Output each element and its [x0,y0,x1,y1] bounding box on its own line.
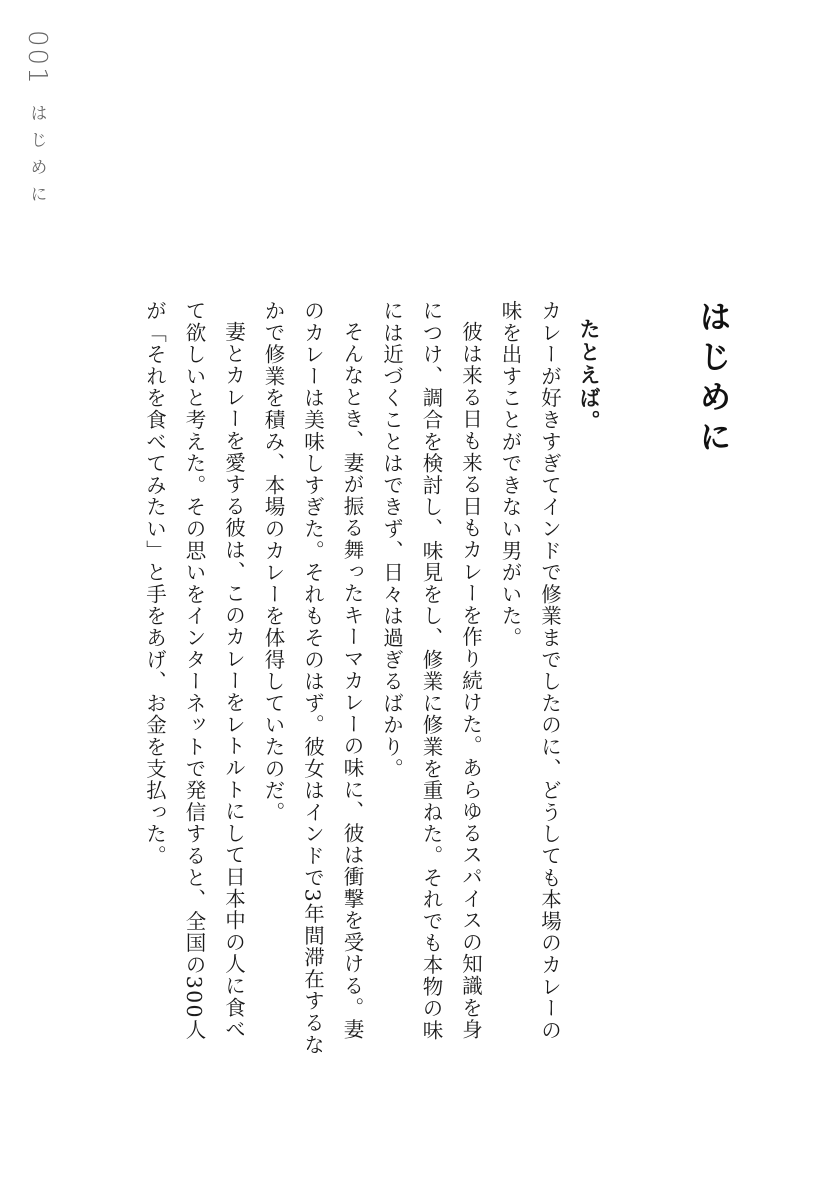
paragraph-3: そんなとき、妻が振る舞ったキーマカレーの味に、彼は衝撃を受ける。妻のカレーは美味しすぎた。それもそのはず。彼女はインドで3年間滞在するなかで修業を積み、本場のカレーを体得していたのだ。 [261,300,364,1056]
paragraph-1: カレーが好きすぎてインドで修業までしたのに、どうしても本場のカレーの味を出すことができない男がいた。 [498,300,562,1042]
paragraph-4: 妻とカレーを愛する彼は、このカレーをレトルトにして日本中の人に食べて欲しいと考えた。その思いをインターネットで発信すると、全国の300人が「それを食べてみたい」と手をあげ、お金を支払った。 [142,300,246,1041]
running-head-section: はじめに [26,103,47,212]
body-text [98,300,608,1060]
chapter-title: はじめに [694,300,733,460]
paragraph-2: 彼は来る日も来る日もカレーを作り続けた。あらゆるスパイスの知識を身につけ、調合を検討し、味見をし、修業に修業を重ねた。それでも本物の味には近づくことはできず、日々は過ぎるばかり。 [379,300,483,1042]
page-number: 001 [22,30,52,86]
running-head [22,30,52,212]
subheading: たとえば。 [577,318,601,433]
